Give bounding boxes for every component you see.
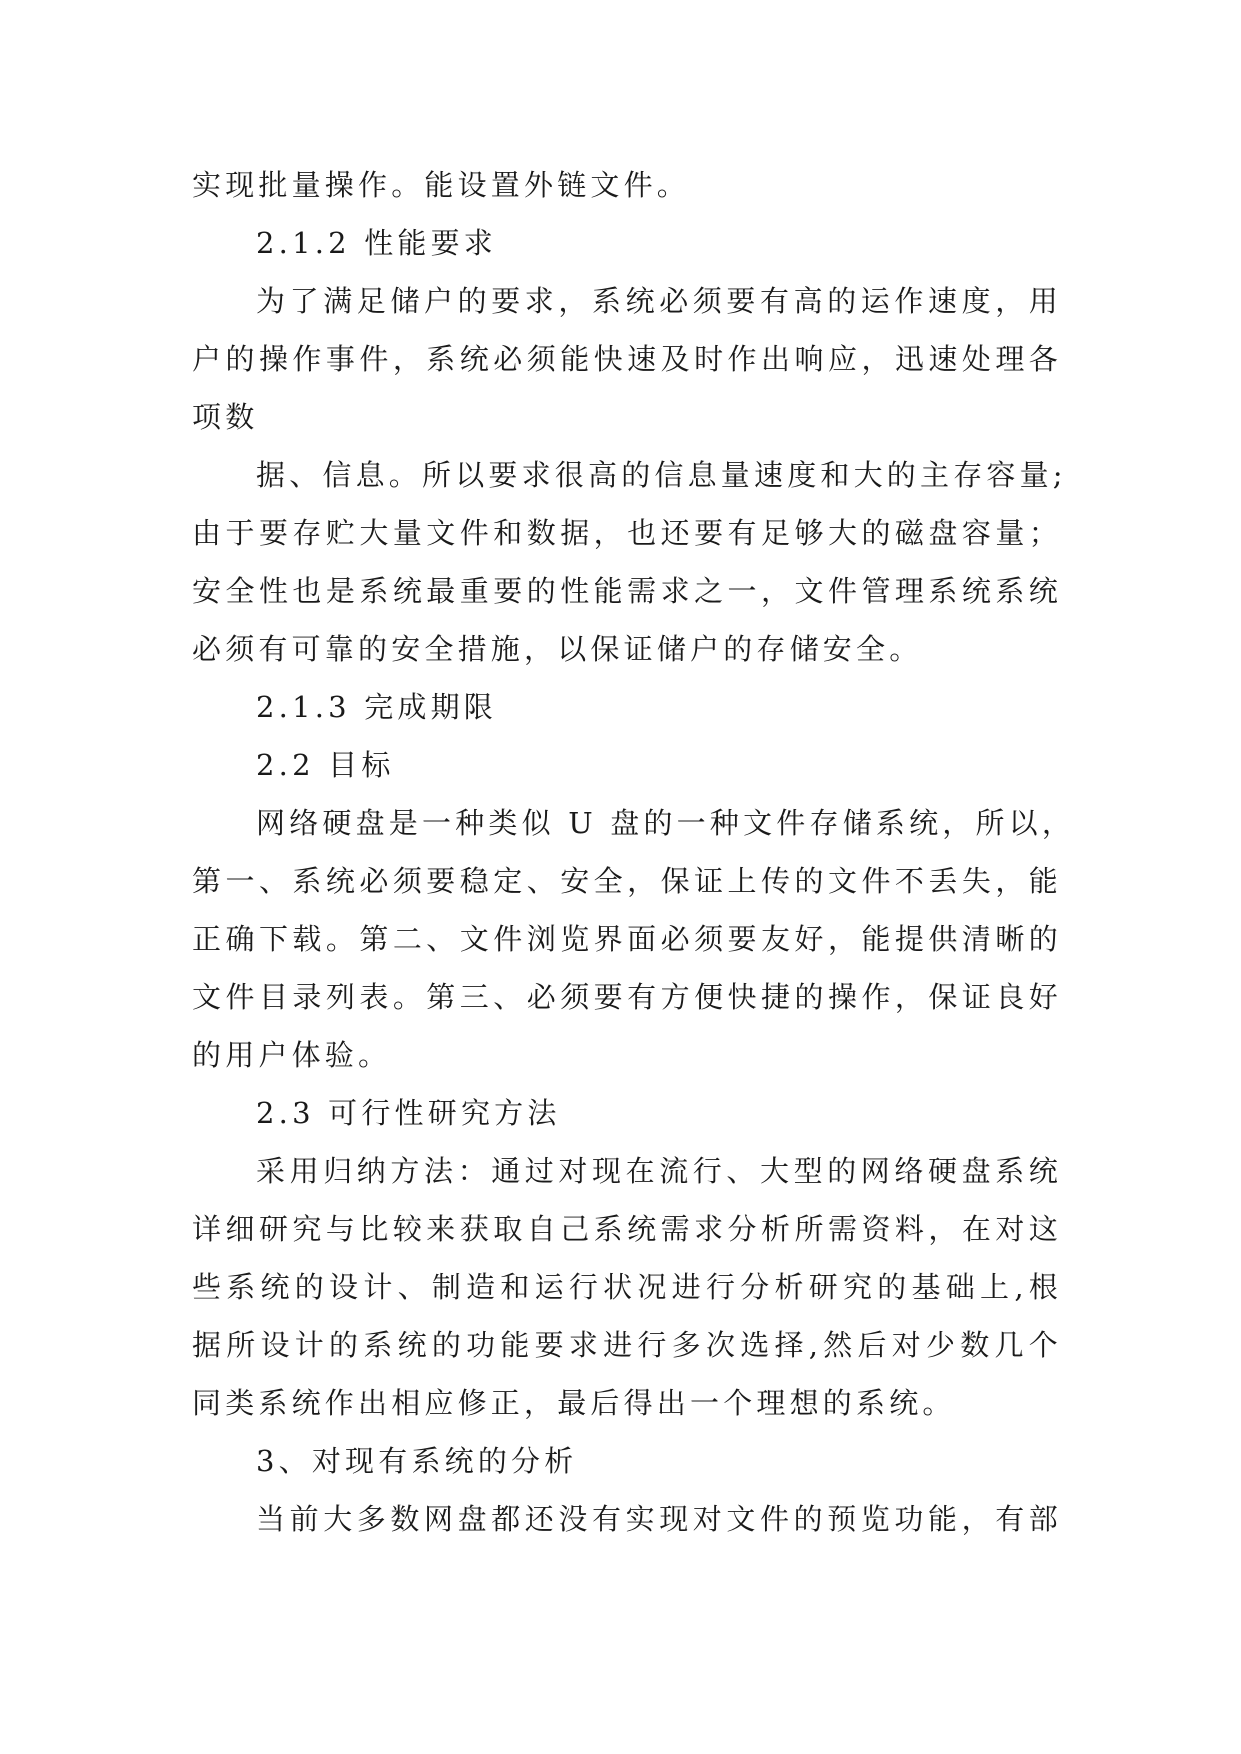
text-line: 为了满足储户的要求，系统必须要有高的运作速度，用: [256, 284, 1062, 318]
text-line: 户的操作事件，系统必须能快速及时作出响应，迅速处理各: [192, 342, 1062, 376]
text-line: 实现批量操作。能设置外链文件。: [192, 168, 691, 202]
text-line: 正确下载。第二、文件浏览界面必须要友好，能提供清晰的: [192, 922, 1062, 956]
section-heading: 3、对现有系统的分析: [256, 1444, 578, 1478]
section-heading: 2.2 目标: [256, 748, 395, 782]
text-line: 必须有可靠的安全措施，以保证储户的存储安全。: [192, 632, 923, 666]
text-line: 同类系统作出相应修正，最后得出一个理想的系统。: [192, 1386, 956, 1420]
text-line: 当前大多数网盘都还没有实现对文件的预览功能，有部: [256, 1502, 1062, 1536]
text-line: 安全性也是系统最重要的性能需求之一，文件管理系统系统: [192, 574, 1062, 608]
text-line: 的用户体验。: [192, 1038, 392, 1072]
section-heading: 2.1.2 性能要求: [256, 226, 498, 260]
text-line: 据所设计的系统的功能要求进行多次选择,然后对少数几个: [192, 1328, 1062, 1362]
text-line: 第一、系统必须要稳定、安全，保证上传的文件不丢失，能: [192, 864, 1062, 898]
text-line: 网络硬盘是一种类似 U 盘的一种文件存储系统，所以，: [256, 806, 1076, 840]
text-line: 由于要存贮大量文件和数据，也还要有足够大的磁盘容量；: [192, 516, 1062, 550]
text-line: 据、信息。所以要求很高的信息量速度和大的主存容量;: [256, 458, 1067, 492]
section-heading: 2.1.3 完成期限: [256, 690, 498, 724]
text-line: 采用归纳方法：通过对现在流行、大型的网络硬盘系统: [256, 1154, 1062, 1188]
text-line: 项数: [192, 400, 259, 434]
text-line: 文件目录列表。第三、必须要有方便快捷的操作，保证良好: [192, 980, 1062, 1014]
section-heading: 2.3 可行性研究方法: [256, 1096, 561, 1130]
text-line: 详细研究与比较来获取自己系统需求分析所需资料，在对这: [192, 1212, 1062, 1246]
text-line: 些系统的设计、制造和运行状况进行分析研究的基础上,根: [192, 1270, 1062, 1304]
